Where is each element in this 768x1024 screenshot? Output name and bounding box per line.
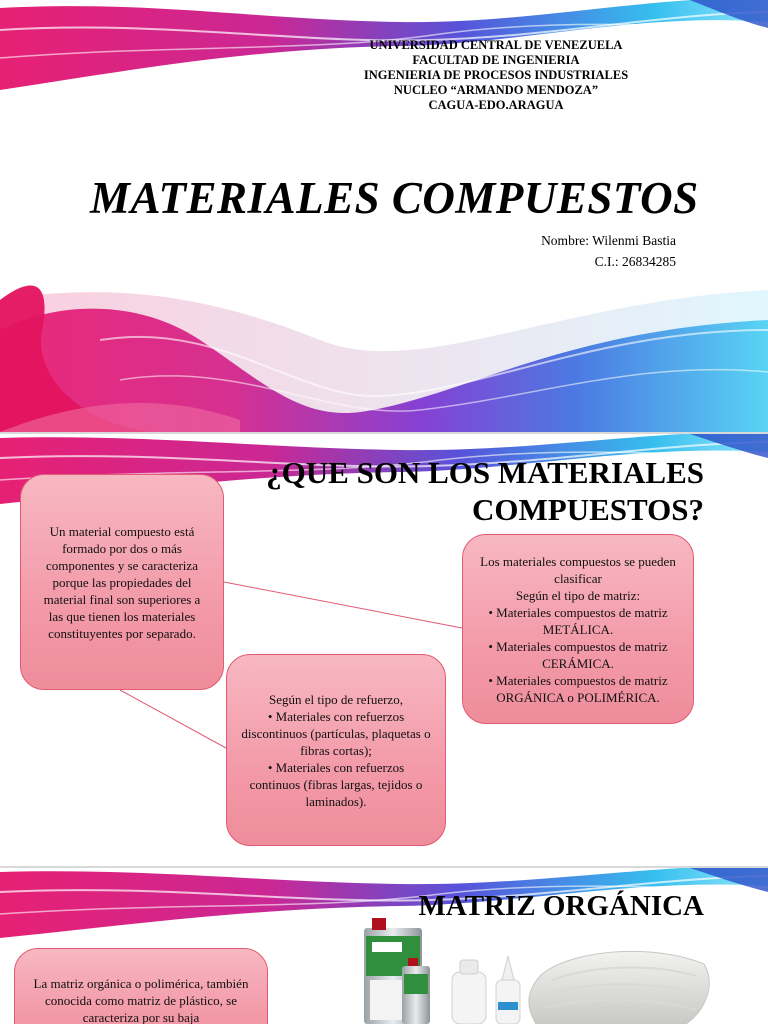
presentation-title: MATERIALES COMPUESTOS [90,173,699,223]
reinforcement-list [241,708,431,810]
matrix-list [477,604,679,706]
university-line: INGENIERIA DE PROCESOS INDUSTRIALES [363,68,629,82]
slide-definition [0,434,768,866]
slide-title [0,0,768,432]
matrix-intro: Los materiales compuestos se pueden clasificar [480,553,676,586]
definition-box [20,474,224,690]
author-id: C.I.: 26834285 [594,254,676,269]
slide-organic-matrix [0,868,768,1024]
slide-heading: ¿QUE SON LOS MATERIALES COMPUESTOS? [266,455,704,527]
matrix-classification-box [462,534,694,724]
university-line: CAGUA-EDO.ARAGUA [428,98,564,112]
list-item: • Materiales compuestos de matriz CERÁMICA. [477,638,679,672]
list-item: • Materiales compuestos de matriz METÁLICA. [477,604,679,638]
organic-matrix-box [14,948,268,1024]
organic-matrix-text: La matriz orgánica o polimérica, también conocida como matriz de plástico, se caracteriza por su baja [33,976,249,1024]
author-block [541,230,676,272]
list-item: • Materiales con refuerzos continuos (fibras largas, tejidos o laminados). [241,759,431,810]
university-line: UNIVERSIDAD CENTRAL DE VENEZUELA [369,38,623,52]
university-line: FACULTAD DE INGENIERIA [412,53,580,67]
author-name: Nombre: Wilenmi Bastia [541,233,676,248]
list-item: • Materiales con refuerzos discontinuos (partículas, plaquetas o fibras cortas); [241,708,431,759]
university-header [290,38,702,113]
definition-text: Un material compuesto está formado por dos o más componentes y se caracteriza porque las propiedades del material final son superiores a las que tienen los materiales constituyentes por separado. [43,523,201,641]
reinforcement-box [226,654,446,846]
matrix-subintro: Según el tipo de matriz: [515,587,641,603]
product-photo [356,914,716,1024]
reinforcement-intro: Según el tipo de refuerzo, [269,691,403,707]
slide-heading: MATRIZ ORGÁNICA [418,890,704,922]
university-line: NUCLEO “ARMANDO MENDOZA” [393,83,599,97]
list-item: • Materiales compuestos de matriz ORGÁNICA o POLIMÉRICA. [477,672,679,706]
